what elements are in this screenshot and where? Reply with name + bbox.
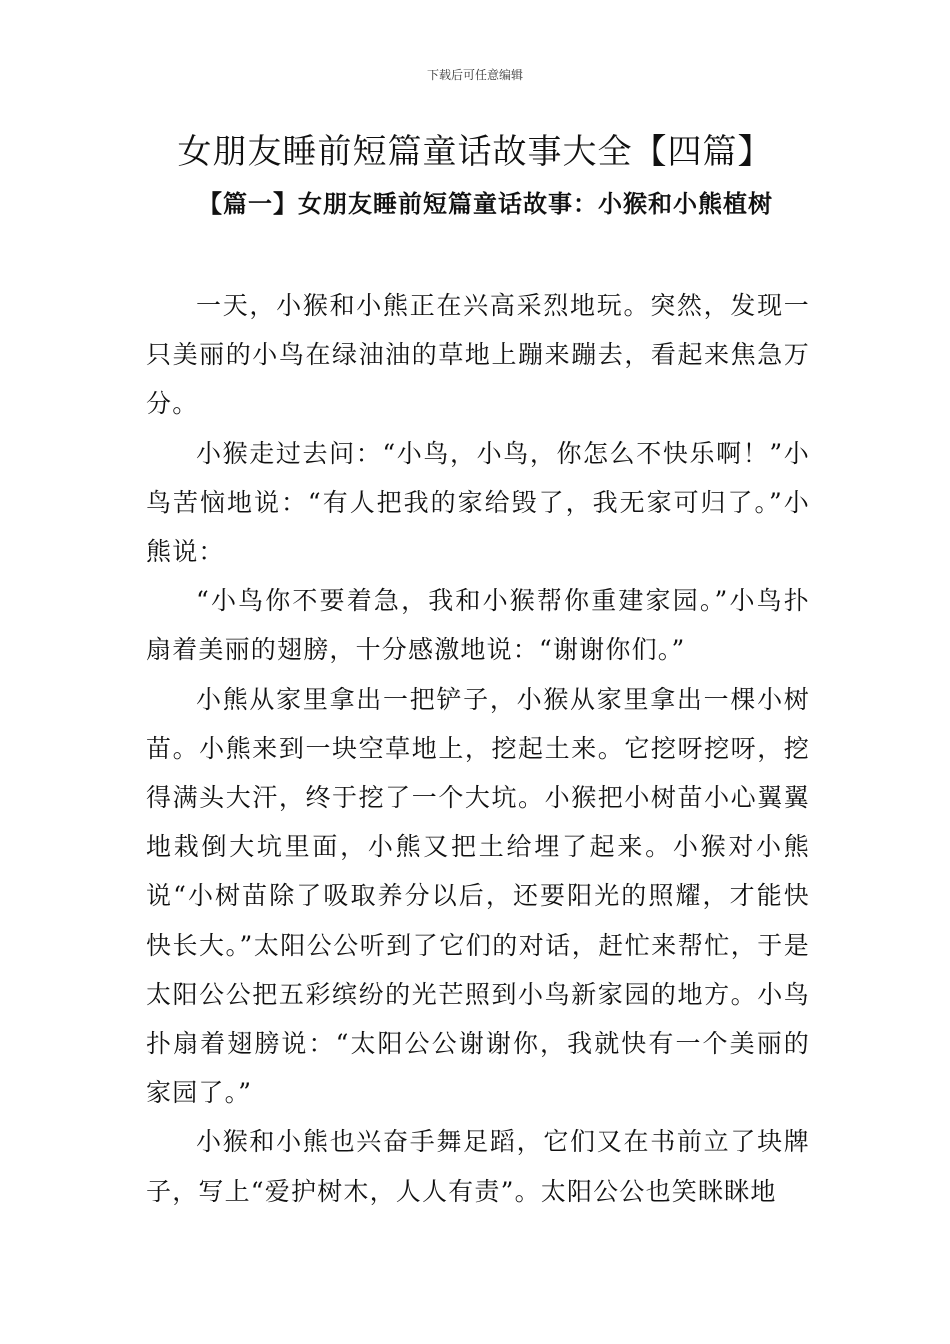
section-subtitle: 【篇一】女朋友睡前短篇童话故事：小猴和小熊植树 <box>198 189 773 218</box>
paragraph: 小猴走过去问：“小鸟，小鸟，你怎么不快乐啊！”小鸟苦恼地说：“有人把我的家给毁了，我无家可归了。”小熊说： <box>146 438 810 567</box>
paragraph: 一天，小猴和小熊正在兴高采烈地玩。突然，发现一只美丽的小鸟在绿油油的草地上蹦来蹦去，看起来焦急万分。 <box>146 291 810 419</box>
document-title: 女朋友睡前短篇童话故事大全【四篇】 <box>177 132 773 172</box>
header-note: 下载后可任意编辑 <box>426 68 523 82</box>
paragraph: 小猴和小熊也兴奋手舞足蹈，它们又在书前立了块牌子，写上“爱护树木，人人有责”。太阳公公也笑眯眯地 <box>146 1127 810 1206</box>
paragraph: 小熊从家里拿出一把铲子，小猴从家里拿出一棵小树苗。小熊来到一块空草地上，挖起土来。它挖呀挖呀，挖得满头大汗，终于挖了一个大坑。小猴把小树苗小心翼翼地栽倒大坑里面，小熊又把土给埋了起来。小猴对小熊说“小树苗除了吸取养分以后，还要阳光的照耀，才能快快长大。”太阳公公听到了它们的对话，赶忙来帮忙，于是太阳公公把五彩缤纷的光芒照到小鸟新家园的地方。小鸟扑扇着翅膀说：“太阳公公谢谢你，我就快有一个美丽的家园了。” <box>146 684 810 1108</box>
paragraph: “小鸟你不要着急，我和小猴帮你重建家园。”小鸟扑扇着美丽的翅膀，十分感激地说：“谢谢你们。” <box>146 586 810 665</box>
document-body <box>146 281 810 1216</box>
